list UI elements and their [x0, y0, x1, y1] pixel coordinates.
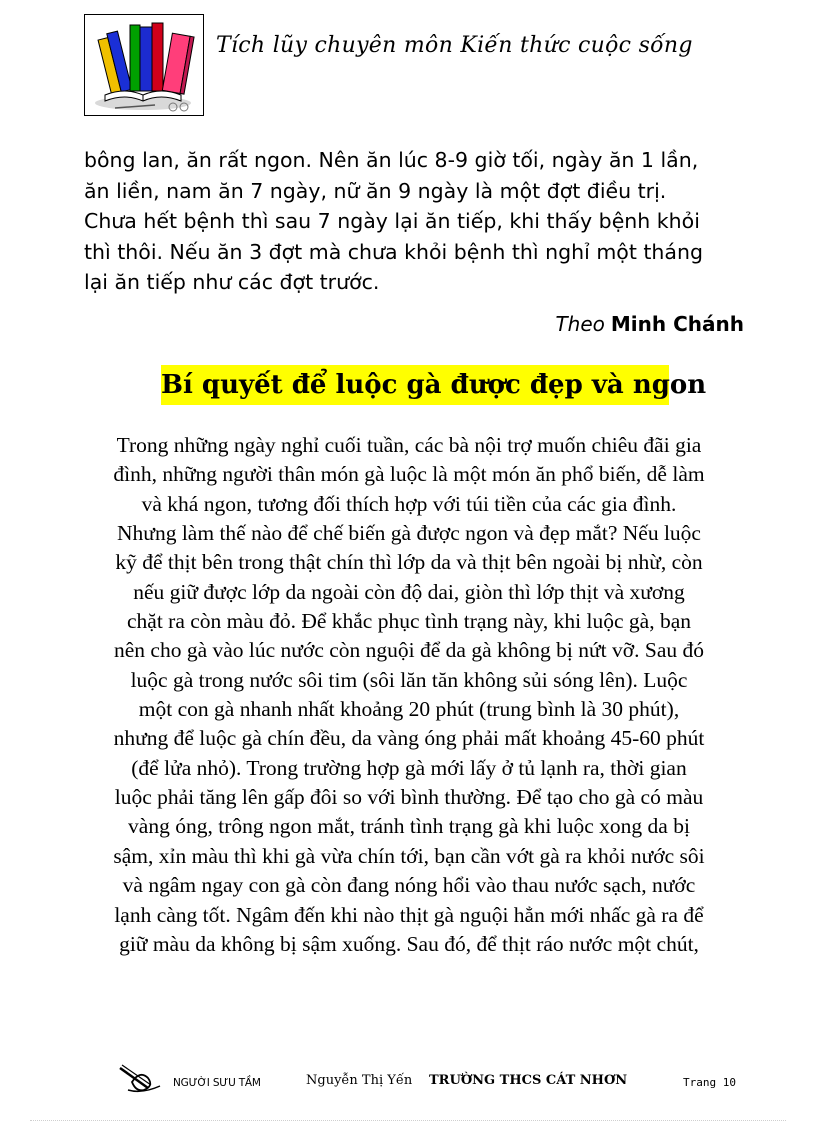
- article-line: kỹ để thịt bên trong thật chín thì lớp da và thịt bên ngoài bị nhừ, còn: [115, 550, 703, 575]
- article-line: đình, những người thân món gà luộc là một món ăn phổ biến, dễ làm: [113, 462, 705, 487]
- header-title: Tích lũy chuyên môn Kiến thức cuộc sống: [216, 33, 693, 58]
- books-icon: [85, 15, 203, 115]
- source-prefix: Theo: [555, 312, 605, 336]
- intro-line: ăn liền, nam ăn 7 ngày, nữ ăn 9 ngày là một đợt điều trị.: [84, 178, 667, 203]
- article-line: một con gà nhanh nhất khoảng 20 phút (trung bình là 30 phút),: [138, 697, 680, 722]
- article-line: luộc gà trong nước sôi tim (sôi lăn tăn không sủi sóng lên). Luộc: [130, 667, 688, 692]
- article-line: Trong những ngày nghỉ cuối tuần, các bà nội trợ muốn chiêu đãi gia: [116, 433, 702, 457]
- article-line: lạnh càng tốt. Ngâm đến khi nào thịt gà nguội hẳn mới nhấc gà ra để: [114, 902, 704, 927]
- page-footer: [118, 1062, 758, 1102]
- article-line: sậm, xỉn màu thì khi gà vừa chín tới, bạn cần vớt gà ra khỏi nước sôi: [113, 843, 705, 868]
- article-line: (để lửa nhỏ). Trong trường hợp gà mới lấy ở tủ lạnh ra, thời gian: [131, 755, 687, 780]
- article-line: Nhưng làm thế nào để chế biến gà được ngon và đẹp mắt? Nếu luộc: [117, 521, 701, 546]
- article-line: vàng óng, trông ngon mắt, tránh tình trạng gà khi luộc xong da bị: [128, 814, 690, 839]
- footer-school: TRƯỜNG THCS CÁT NHƠN: [429, 1073, 628, 1088]
- intro-line: thì thôi. Nếu ăn 3 đợt mà chưa khỏi bệnh thì nghỉ một tháng: [84, 239, 703, 264]
- page-bottom-divider: [30, 1120, 786, 1121]
- article-line: và ngâm ngay con gà còn đang nóng hổi vào thau nước sạch, nước: [122, 873, 696, 898]
- footer-collector-label: NGƯỜI SƯU TẦM: [173, 1077, 261, 1089]
- article-line: nên cho gà vào lúc nước còn nguội để da gà không bị nứt vỡ. Sau đó: [114, 638, 704, 663]
- article-line: nhưng để luộc gà chín đều, da vàng óng phải mất khoảng 45-60 phút: [113, 726, 705, 751]
- intro-line: Chưa hết bệnh thì sau 7 ngày lại ăn tiếp, khi thấy bệnh khỏi: [84, 209, 700, 233]
- article-line: giữ màu da không bị sậm xuống. Sau đó, để thịt ráo nước một chút,: [119, 931, 699, 956]
- footer-page-number: Trang 10: [683, 1076, 736, 1089]
- pen-writing-icon: [118, 1062, 166, 1096]
- article-title: Bí quyết để luộc gà được đẹp và ngon: [161, 365, 669, 405]
- source-attribution: [555, 312, 744, 336]
- header-logo-frame: [84, 14, 204, 116]
- article-line: luộc phải tăng lên gấp đôi so với bình thường. Để tạo cho gà có màu: [114, 785, 704, 810]
- article-line: nếu giữ được lớp da ngoài còn độ dai, giòn thì lớp thịt và xương: [133, 579, 685, 604]
- intro-line: bông lan, ăn rất ngon. Nên ăn lúc 8-9 giờ tối, ngày ăn 1 lần,: [84, 148, 699, 172]
- article-body: [78, 431, 740, 959]
- article-line: chặt ra còn màu đỏ. Để khắc phục tình trạng này, khi luộc gà, bạn: [127, 609, 691, 634]
- footer-author-name: Nguyễn Thị Yến: [306, 1073, 413, 1088]
- article-line: và khá ngon, tương đối thích hợp với túi tiền của các gia đình.: [141, 491, 677, 516]
- intro-line: lại ăn tiếp như các đợt trước.: [84, 270, 380, 294]
- intro-paragraph: [84, 145, 734, 298]
- source-author: Minh Chánh: [610, 312, 744, 336]
